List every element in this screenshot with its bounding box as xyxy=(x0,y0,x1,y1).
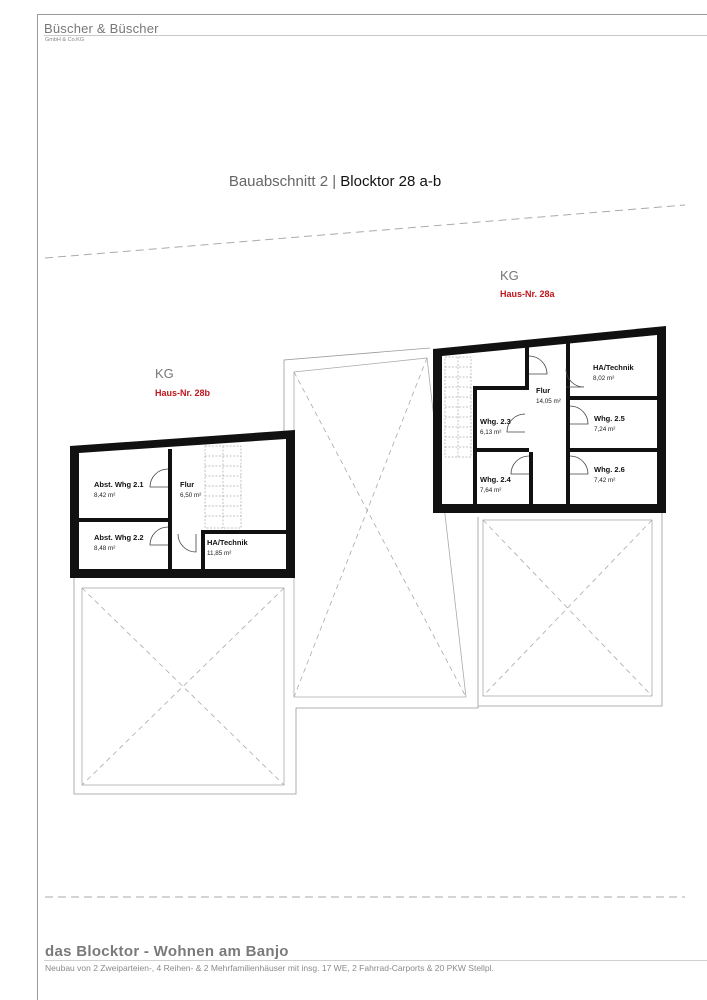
room-area: 8,42 m² xyxy=(94,492,116,499)
room-area: 6,50 m² xyxy=(180,492,202,499)
room-name: Whg. 2.3 xyxy=(480,417,511,426)
room-area: 7,64 m² xyxy=(480,487,502,494)
room-area: 8,48 m² xyxy=(94,545,116,552)
room-name: HA/Technik xyxy=(593,363,634,372)
room-name: Whg. 2.6 xyxy=(594,465,625,474)
room-area: 7,42 m² xyxy=(594,477,616,484)
project-description: Neubau von 2 Zweiparteien-, 4 Reihen- & 2 Mehrfamilienhäuser mit insg. 17 WE, 2 Fahrrad-Carports & 20 PKW Stellpl. xyxy=(45,963,494,973)
house-28b-number: Haus-Nr. 28b xyxy=(155,388,211,398)
garage-zone-left xyxy=(82,588,284,785)
room-name: Abst. Whg 2.2 xyxy=(94,533,144,542)
company-legal-form: GmbH & Co.KG xyxy=(45,37,85,43)
house-28a-level: KG xyxy=(500,268,519,283)
sheet-title-main: Blocktor 28 a-b xyxy=(340,173,442,190)
room-name: Whg. 2.5 xyxy=(594,414,625,423)
house-28a-number: Haus-Nr. 28a xyxy=(500,289,555,299)
room-name: Whg. 2.4 xyxy=(480,475,511,484)
room-name: Abst. Whg 2.1 xyxy=(94,480,144,489)
sheet-title-prefix: Bauabschnitt 2 | xyxy=(228,173,341,190)
room-name: Flur xyxy=(536,386,551,395)
project-title: das Blocktor - Wohnen am Banjo xyxy=(45,943,289,960)
room-area: 7,24 m² xyxy=(594,426,616,433)
room-area: 14,05 m² xyxy=(536,398,561,405)
room-name: Flur xyxy=(180,480,195,489)
footer-rule xyxy=(44,960,707,961)
house-28a-walls xyxy=(433,326,666,513)
house-28b-level: KG xyxy=(155,366,174,381)
room-area: 8,02 m² xyxy=(593,375,615,382)
company-name: Büscher & Büscher xyxy=(44,21,159,36)
room-area: 11,85 m² xyxy=(207,550,232,557)
garage-zone-right xyxy=(483,520,652,696)
room-area: 6,13 m² xyxy=(480,429,502,436)
house-28b-walls xyxy=(70,430,295,578)
room-name: HA/Technik xyxy=(207,538,248,547)
site-boundary-line xyxy=(45,205,685,258)
